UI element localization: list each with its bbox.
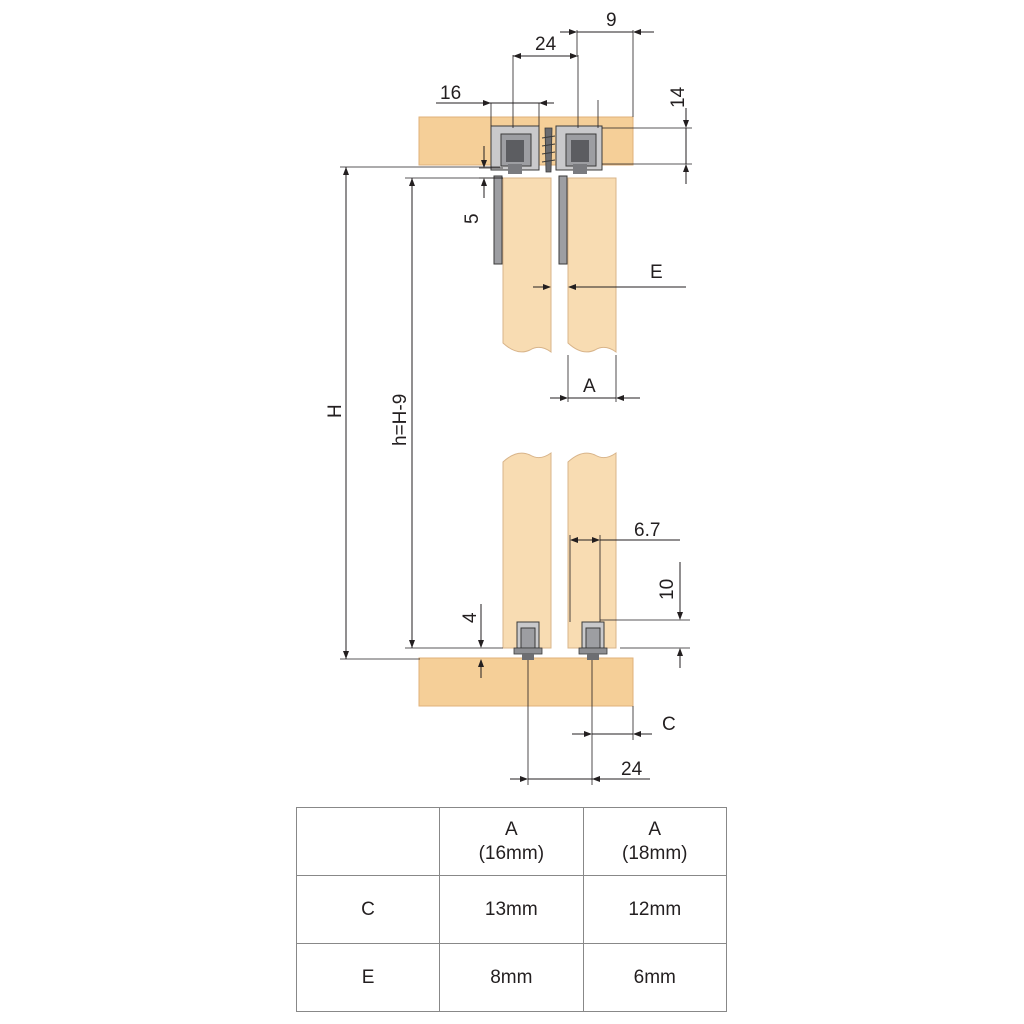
dim-24-bottom-label: 24: [621, 759, 643, 780]
dimension-table: [296, 807, 727, 1012]
table-row: [297, 944, 727, 1012]
table-corner-cell: [297, 808, 440, 876]
rear-door-upper: [568, 178, 616, 352]
cell-C-16: 13mm: [440, 876, 583, 944]
cell-E-16: 8mm: [440, 944, 583, 1012]
cell-E-18: 6mm: [583, 944, 726, 1012]
dim-14-label: 14: [668, 86, 689, 108]
table-row: [297, 876, 727, 944]
dim-4-label: 4: [460, 612, 481, 623]
table-header-row: [297, 808, 727, 876]
front-door-lower: [503, 453, 551, 648]
dim-A-label: A: [583, 376, 596, 397]
bottom-base-board: [419, 658, 633, 706]
dim-h-label: h=H-9: [390, 393, 411, 446]
table-header-cell: [440, 808, 583, 876]
dim-10-label: 10: [657, 578, 678, 600]
header-a-18-line1: A: [648, 818, 662, 840]
bottom-guides: [514, 622, 607, 660]
dim-9-label: 9: [606, 10, 617, 31]
dim-6-7-label: 6.7: [634, 520, 661, 541]
dim-C-label: C: [662, 714, 676, 735]
row-label-C: C: [297, 876, 440, 944]
dim-5-label: 5: [462, 213, 483, 224]
dim-24-top-label: 24: [535, 34, 557, 55]
row-label-E: E: [297, 944, 440, 1012]
cell-C-18: 12mm: [583, 876, 726, 944]
dim-E-label: E: [650, 262, 663, 283]
table-header-cell: [583, 808, 726, 876]
rear-door-lower: [568, 453, 616, 648]
header-a-16-line1: A: [504, 818, 518, 840]
dim-H-label: H: [325, 404, 346, 418]
dim-16-label: 16: [440, 83, 462, 104]
header-a-18-line2: (18mm): [622, 842, 688, 864]
header-a-16-line2: (16mm): [478, 842, 545, 864]
front-door-upper: [503, 178, 551, 352]
